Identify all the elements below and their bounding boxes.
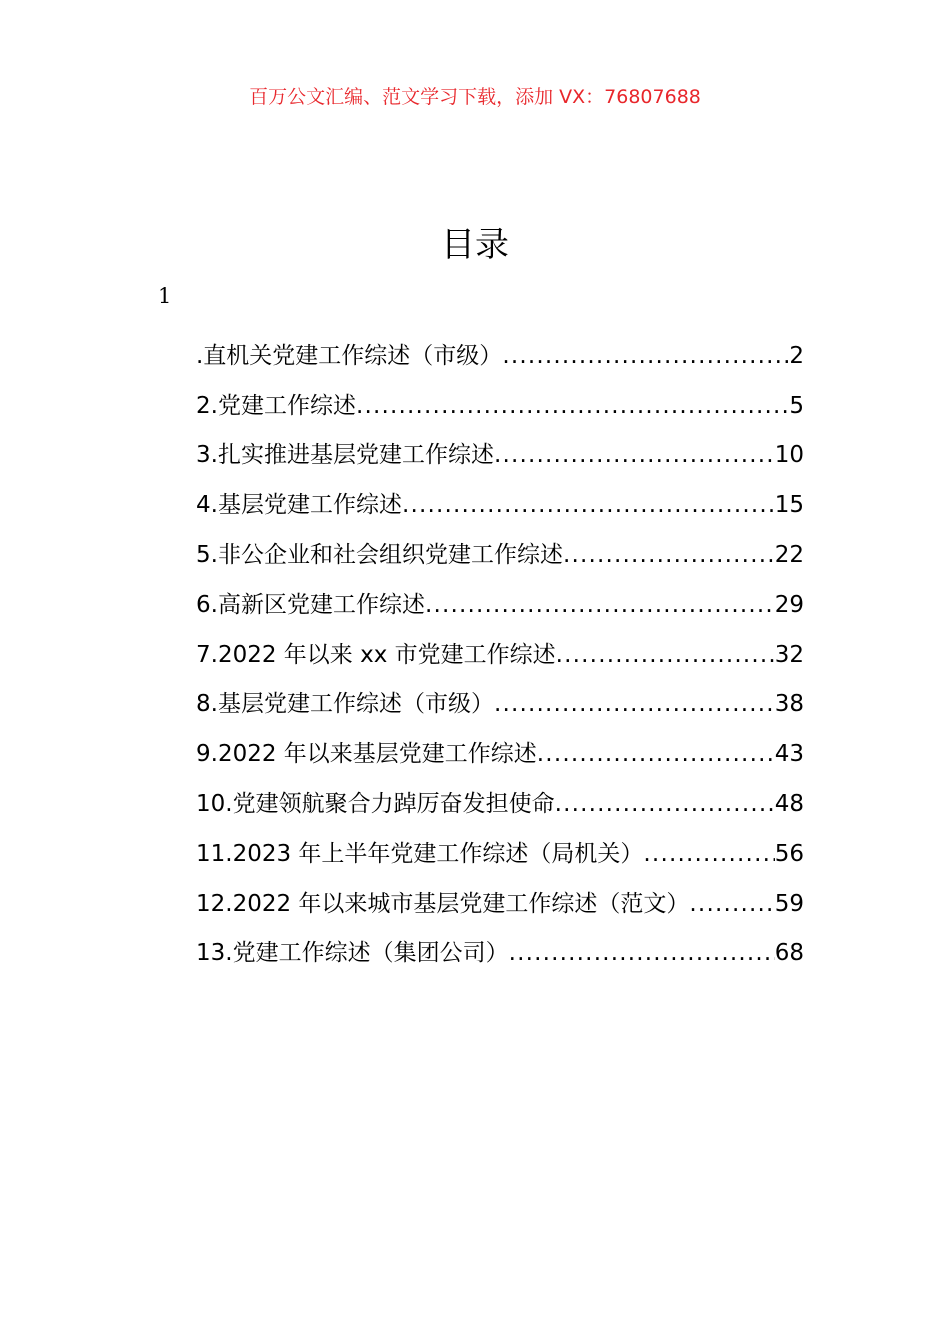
- toc-entry-title: 12.2022 年以来城市基层党建工作综述（范文）: [196, 890, 690, 917]
- toc-dot-leader: [555, 784, 775, 824]
- toc-entry-page: 10: [774, 442, 804, 469]
- toc-entry[interactable]: [196, 326, 804, 376]
- toc-entry-title: 8.基层党建工作综述（市级）: [196, 691, 494, 718]
- toc-entry-page: 5: [789, 392, 804, 419]
- page-title: 目录: [441, 225, 509, 265]
- toc-entry-page: 59: [774, 890, 804, 917]
- toc-entry-page: 22: [774, 541, 804, 568]
- stray-number: 1: [158, 284, 172, 308]
- toc-entry[interactable]: [196, 625, 804, 675]
- table-of-contents: [196, 326, 804, 973]
- toc-entry-page: 68: [774, 940, 804, 967]
- toc-entry-page: 32: [774, 641, 804, 668]
- toc-entry-title: 3.扎实推进基层党建工作综述: [196, 442, 494, 469]
- toc-dot-leader: [643, 834, 774, 874]
- toc-entry[interactable]: [196, 475, 804, 525]
- toc-dot-leader: [356, 386, 789, 426]
- toc-dot-leader: [402, 485, 775, 525]
- toc-entry-title: 7.2022 年以来 xx 市党建工作综述: [196, 641, 556, 668]
- toc-entry-title: 10.党建领航聚合力踔厉奋发担使命: [196, 790, 555, 817]
- toc-entry[interactable]: [196, 924, 804, 974]
- toc-entry[interactable]: [196, 675, 804, 725]
- toc-entry-page: 38: [774, 691, 804, 718]
- toc-entry-page: 29: [774, 591, 804, 618]
- toc-entry-page: 2: [789, 342, 804, 369]
- toc-entry-title: 13.党建工作综述（集团公司）: [196, 940, 509, 967]
- toc-dot-leader: [494, 684, 775, 724]
- header-watermark: 百万公文汇编、范文学习下载，添加 VX：76807688: [249, 86, 701, 108]
- toc-dot-leader: [537, 734, 775, 774]
- toc-entry-title: 2.党建工作综述: [196, 392, 356, 419]
- toc-dot-leader: [502, 336, 789, 376]
- toc-entry[interactable]: [196, 426, 804, 476]
- toc-entry[interactable]: [196, 724, 804, 774]
- toc-entry-title: 11.2023 年上半年党建工作综述（局机关）: [196, 840, 644, 867]
- toc-entry-title: .直机关党建工作综述（市级）: [196, 342, 503, 369]
- toc-entry-title: 4.基层党建工作综述: [196, 492, 402, 519]
- toc-entry-title: 9.2022 年以来基层党建工作综述: [196, 741, 537, 768]
- toc-entry[interactable]: [196, 824, 804, 874]
- toc-entry[interactable]: [196, 575, 804, 625]
- toc-entry-page: 15: [774, 492, 804, 519]
- toc-entry[interactable]: [196, 874, 804, 924]
- toc-dot-leader: [494, 435, 775, 475]
- toc-entry[interactable]: [196, 774, 804, 824]
- toc-dot-leader: [563, 535, 775, 575]
- toc-dot-leader: [556, 635, 775, 675]
- toc-entry[interactable]: [196, 376, 804, 426]
- toc-entry[interactable]: [196, 525, 804, 575]
- toc-entry-page: 43: [774, 741, 804, 768]
- toc-entry-page: 56: [774, 840, 804, 867]
- toc-dot-leader: [689, 884, 774, 924]
- toc-dot-leader: [425, 585, 775, 625]
- toc-entry-page: 48: [774, 790, 804, 817]
- toc-entry-title: 5.非公企业和社会组织党建工作综述: [196, 541, 563, 568]
- toc-entry-title: 6.高新区党建工作综述: [196, 591, 425, 618]
- toc-dot-leader: [509, 933, 775, 973]
